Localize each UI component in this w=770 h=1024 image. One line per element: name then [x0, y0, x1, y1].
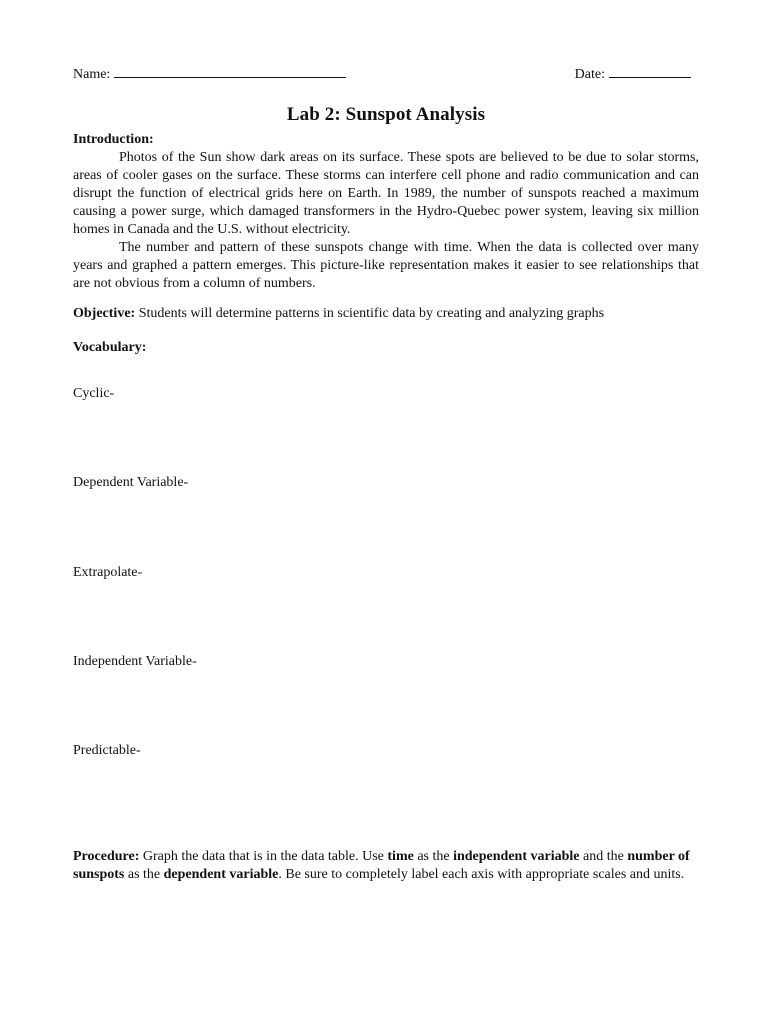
procedure-text-4: as the — [127, 867, 161, 882]
introduction-heading: Introduction: — [73, 132, 154, 147]
procedure-section — [73, 848, 699, 884]
vocab-term-predictable: Predictable- — [73, 743, 141, 758]
vocab-term-cyclic: Cyclic- — [73, 386, 115, 401]
date-label: Date: — [574, 67, 605, 82]
procedure-text-2: as the — [417, 849, 450, 864]
introduction-paragraph-1: Photos of the Sun show dark areas on its surface. These spots are believed to be due to solar storms, areas of cooler gases on the surface. These storms can interfere cell phone and radio communication and can disrupt the function of electrical grids here on Earth. In 1989, the number of sunspots reached a maximum causing a power surge, which damaged transformers in the Hydro-Quebec power system, leaving six million homes in Canada and the U.S. without electricity. — [73, 150, 699, 237]
name-field[interactable] — [114, 64, 346, 78]
vocab-term-dependent-variable: Dependent Variable- — [73, 475, 189, 490]
procedure-term-time: time — [387, 849, 414, 864]
procedure-text-3: and the — [583, 849, 624, 864]
objective-text: Students will determine patterns in scientific data by creating and analyzing graphs — [138, 306, 605, 321]
page-title: Lab 2: Sunspot Analysis — [286, 104, 486, 125]
date-block — [575, 64, 691, 83]
introduction-paragraph-2: The number and pattern of these sunspots change with time. When the data is collected over many years and graphed a pattern emerges. This picture-like representation makes it easier to see relationships that are not obvious from a column of numbers. — [73, 240, 699, 291]
procedure-term-dependent-variable: dependent variable — [163, 867, 279, 882]
name-label: Name: — [73, 67, 111, 82]
name-block — [73, 64, 346, 83]
procedure-term-number-of-sunspots: number of sunspots — [73, 849, 690, 882]
date-field[interactable] — [609, 64, 691, 78]
vocab-term-extrapolate: Extrapolate- — [73, 565, 143, 580]
procedure-text-1: Graph the data that is in the data table. Use — [142, 849, 384, 864]
procedure-term-independent-variable: independent variable — [453, 849, 580, 864]
procedure-heading: Procedure: — [73, 849, 140, 864]
objective-heading: Objective: — [73, 306, 136, 321]
procedure-text-5: . Be sure to completely label each axis with appropriate scales and units. — [278, 867, 685, 882]
worksheet-page — [73, 64, 699, 882]
objective-section — [73, 305, 699, 323]
vocab-term-independent-variable: Independent Variable- — [73, 654, 197, 669]
vocabulary-heading: Vocabulary: — [73, 340, 147, 355]
header-row — [73, 64, 699, 84]
